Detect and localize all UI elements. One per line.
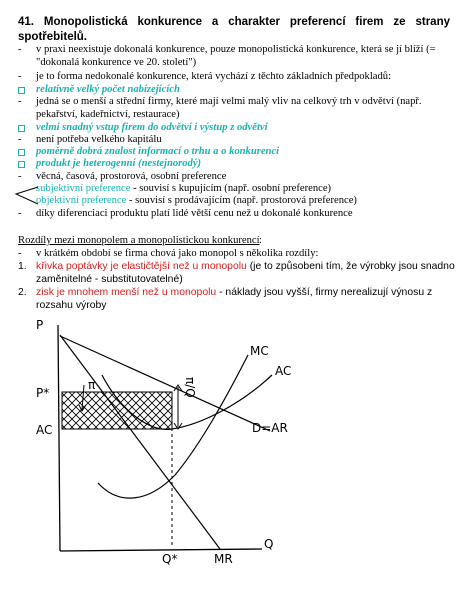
p-axis xyxy=(58,325,60,551)
q-axis-label: Q xyxy=(264,537,274,551)
list-item-text xyxy=(36,183,456,196)
item-number: 1. xyxy=(18,261,27,272)
highlighted-text: křivka poptávky je elastičtější než u monopolu xyxy=(36,261,247,272)
list-item-text: relativně velký počet nabízejících xyxy=(36,84,180,95)
heading-colon xyxy=(259,235,269,248)
section-heading-text: Rozdíly mezi monopolem a monopolistickou konkurencí xyxy=(18,235,260,246)
pi-label: π xyxy=(88,378,96,392)
mr-label: MR xyxy=(214,552,233,566)
dash-marker: - xyxy=(18,171,22,182)
list-item-text xyxy=(36,195,456,208)
dash-marker: - xyxy=(18,44,22,55)
numbered-item-text xyxy=(36,287,456,312)
dash-marker: - xyxy=(18,208,22,219)
q-star-label: Q* xyxy=(162,552,178,566)
demand-label: D=AR xyxy=(252,421,288,435)
plain-text: - náklady jsou vyšší, firmy nerealizují výnosu z rozsahu výroby xyxy=(36,287,433,311)
preference-term: objektivní preference xyxy=(36,195,127,206)
heading-colon-text: : xyxy=(259,235,262,246)
highlighted-text: zisk je mnohem menší než u monopolu xyxy=(36,287,217,298)
list-item-text: poměrně dobrá znalost informací o trhu a o konkurenci xyxy=(36,146,280,157)
dash-marker: - xyxy=(18,96,22,107)
q-axis xyxy=(60,549,262,551)
list-item-text: věcná, časová, prostorová, osobní preference xyxy=(36,171,227,182)
mr-curve xyxy=(60,335,220,549)
preference-term: subjektivní preference xyxy=(36,183,131,194)
list-item-text: velmi snadný vstup firem do odvětví i výstup z odvětví xyxy=(36,122,268,133)
item-number: 2. xyxy=(18,287,27,298)
list-item-text: je to forma nedokonalé konkurence, která vychází z těchto základních předpokladů: xyxy=(36,71,392,82)
monopolistic-competition-diagram xyxy=(0,315,465,605)
ac-level-label: AC xyxy=(36,423,53,437)
ac-curve-label: AC xyxy=(275,364,292,378)
list-item-text: jedná se o menší a střední firmy, které mají velmi malý vliv na celkový trh v odvětví (např. pekařství, kadeřnictví, restaurace) xyxy=(36,96,422,120)
dash-marker: - xyxy=(18,248,22,259)
mc-label: MC xyxy=(250,344,269,358)
list-item-text: v krátkém období se firma chová jako monopol s několika rozdíly: xyxy=(36,248,319,259)
preference-desc: - souvisí s kupujícím (např. osobní preference) xyxy=(130,183,332,194)
dash-marker: - xyxy=(18,71,22,82)
p-star-label: P* xyxy=(36,386,50,400)
page-title: 41. Monopolistická konkurence a charakter preferencí firem ze strany spotřebitelů. xyxy=(18,16,450,43)
list-item-text: není potřeba velkého kapitálu xyxy=(36,134,162,145)
preference-desc: - souvisí s prodávajícím (např. prostorová preference) xyxy=(126,195,357,206)
list-item-text: v praxi neexistuje dokonalá konkurence, pouze monopolistická konkurence, která se jí blíží (= "dokonalá konkurence ve 20. století") xyxy=(36,44,436,68)
pi-per-q-arrow-icon xyxy=(174,385,182,429)
dash-marker: - xyxy=(18,134,22,145)
plain-text: (je to způsobeni tím, že výrobky jsou snadno zaměnitelné - substitutovatelné) xyxy=(36,261,455,285)
numbered-item-text xyxy=(36,261,456,286)
pi-per-q-label: π/Q xyxy=(183,377,197,398)
p-axis-label: P xyxy=(36,318,44,332)
bracket-arrow-icon xyxy=(14,182,40,210)
list-item-text: díky diferenciaci produktu platí lidé větší cenu než u dokonalé konkurence xyxy=(36,208,353,219)
list-item-text: produkt je heterogenní (nestejnorodý) xyxy=(36,158,202,169)
